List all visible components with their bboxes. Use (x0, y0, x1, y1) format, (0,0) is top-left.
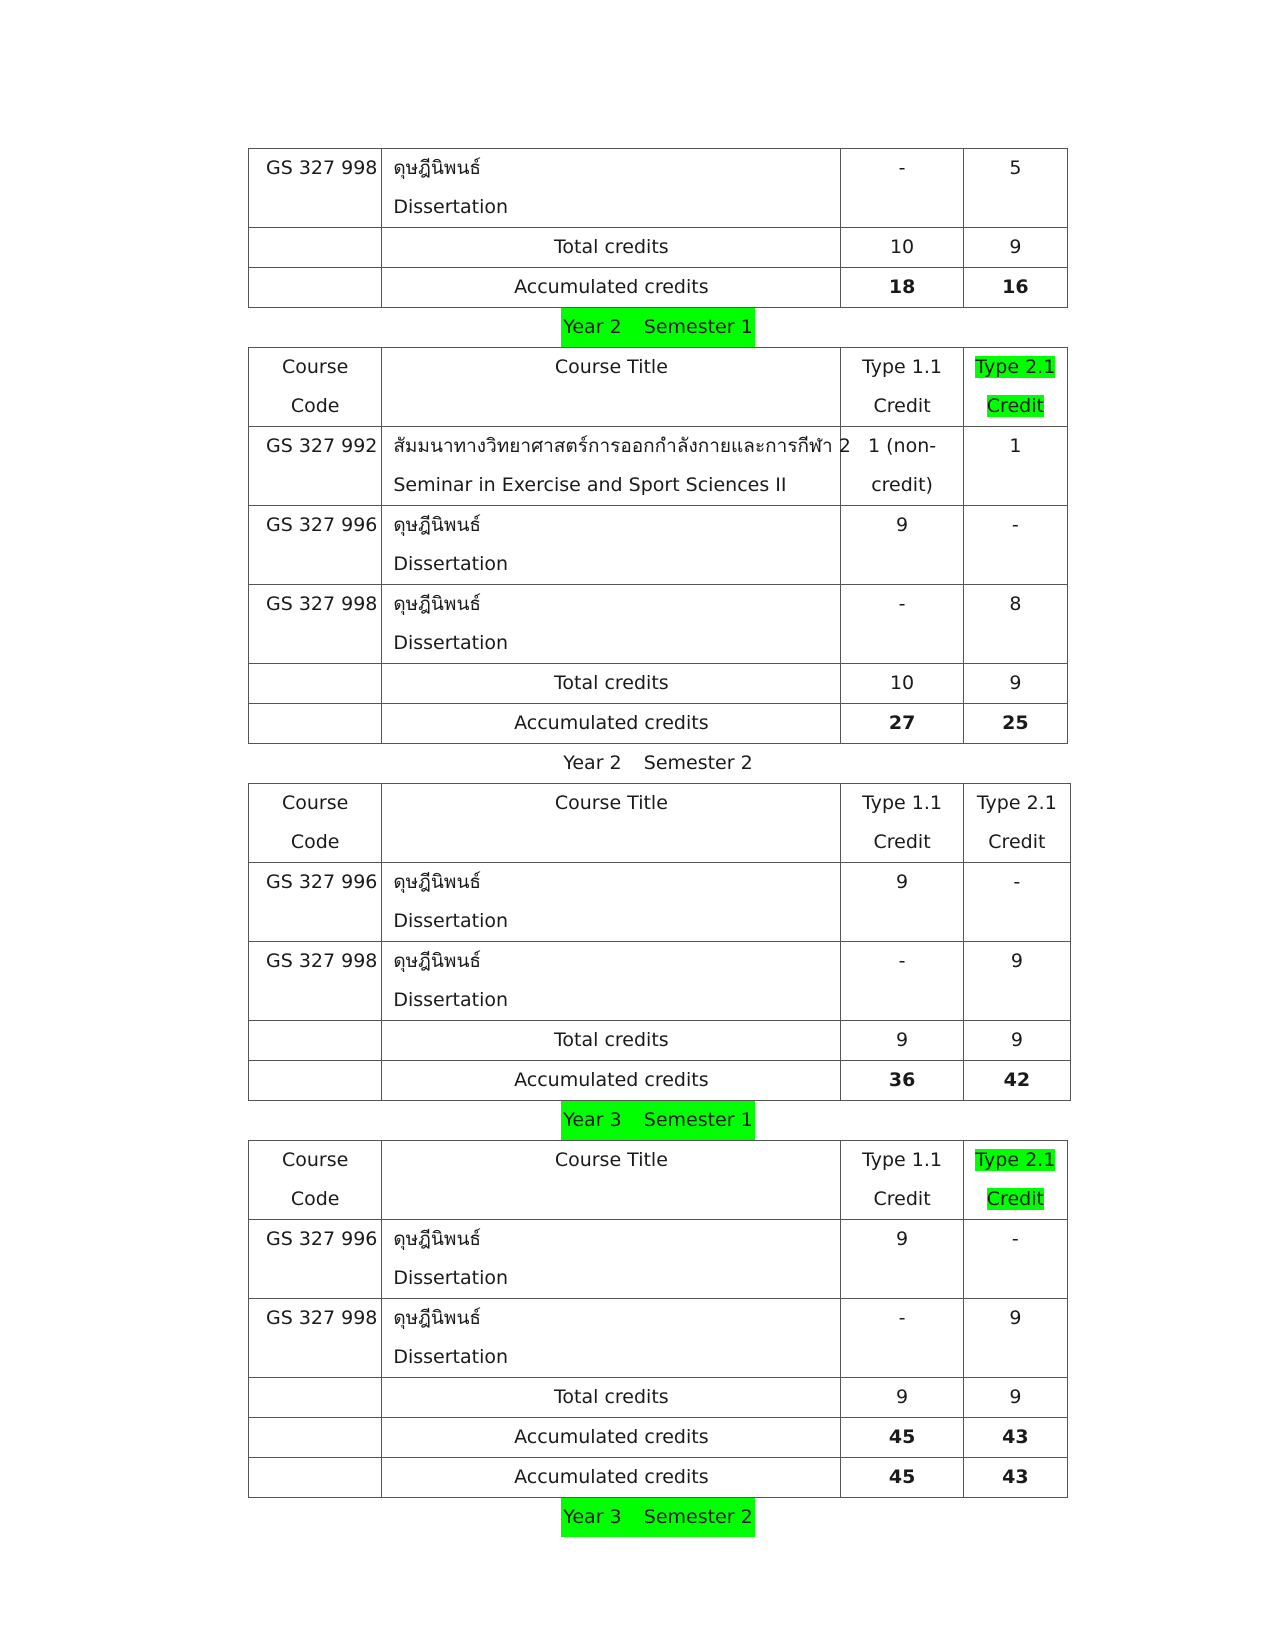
accumulated-credits-row (249, 704, 1068, 744)
course-code: GS 327 996 (249, 863, 382, 942)
accumulated-type-2-1: 16 (963, 268, 1067, 308)
course-title-thai: ดุษฎีนิพนธ์ (393, 1228, 482, 1250)
accumulated-credits-label: Accumulated credits (382, 1458, 841, 1498)
table-row (249, 149, 1068, 228)
heading-semester: Semester 2 (643, 1506, 753, 1528)
header-type-1-1: Type 1.1 Credit (841, 784, 963, 863)
course-code: GS 327 998 (249, 149, 382, 228)
course-title-english: Dissertation (393, 989, 509, 1011)
heading-year: Year 2 (563, 752, 622, 774)
type-1-1-credit: - (841, 1299, 963, 1378)
table-row (249, 506, 1068, 585)
total-type-2-1: 9 (963, 228, 1067, 268)
header-type-2-1: Type 2.1 Credit (963, 1141, 1067, 1220)
total-type-2-1: 9 (963, 1378, 1067, 1418)
table-header-row (249, 784, 1071, 863)
header-course-title: Course Title (382, 348, 841, 427)
accumulated-credits-label: Accumulated credits (382, 1418, 841, 1458)
header-course-code: Course Code (249, 348, 382, 427)
type-1-1-credit: - (841, 149, 963, 228)
total-type-2-1: 9 (963, 664, 1067, 704)
header-type-2-1: Type 2.1 Credit (963, 784, 1070, 863)
total-credits-label: Total credits (382, 1021, 841, 1061)
total-type-1-1: 10 (841, 664, 963, 704)
type-1-1-credit: 9 (841, 1220, 963, 1299)
course-title-english: Seminar in Exercise and Sport Sciences II (393, 474, 787, 496)
heading-year: Year 2 (563, 316, 622, 338)
course-title-thai: ดุษฎีนิพนธ์ (393, 514, 482, 536)
course-title-thai: ดุษฎีนิพนธ์ (393, 950, 482, 972)
total-credits-label: Total credits (382, 664, 841, 704)
type-2-1-credit: 5 (963, 149, 1067, 228)
total-type-1-1: 9 (841, 1021, 963, 1061)
total-credits-label: Total credits (382, 1378, 841, 1418)
course-code: GS 327 998 (249, 585, 382, 664)
course-table-year3-sem1 (248, 1140, 1068, 1498)
total-type-1-1: 9 (841, 1378, 963, 1418)
total-type-2-1: 9 (963, 1021, 1070, 1061)
course-table-continued (248, 148, 1068, 308)
course-table-year2-sem2 (248, 783, 1071, 1101)
accumulated-type-1-1: 36 (841, 1061, 963, 1101)
semester-heading (248, 744, 1068, 783)
accumulated-type-1-1: 18 (841, 268, 963, 308)
table-row (249, 942, 1071, 1021)
course-table-year2-sem1 (248, 347, 1068, 744)
total-credits-label: Total credits (382, 228, 841, 268)
semester-heading (248, 308, 1068, 347)
course-title (382, 427, 851, 506)
header-type-2-1: Type 2.1 Credit (963, 348, 1067, 427)
course-code: GS 327 996 (249, 506, 382, 585)
course-title (382, 863, 841, 942)
header-course-title: Course Title (382, 1141, 841, 1220)
course-title-thai: สัมมนาทางวิทยาศาสตร์การออกกำลังกายและการกีฬา 2 (393, 435, 851, 457)
type-2-1-credit: 9 (963, 1299, 1067, 1378)
heading-semester: Semester 1 (643, 1109, 753, 1131)
accumulated-credits-row (249, 1418, 1068, 1458)
course-title-english: Dissertation (393, 910, 509, 932)
heading-year: Year 3 (563, 1506, 622, 1528)
type-2-1-credit: 8 (963, 585, 1067, 664)
accumulated-credits-row (249, 268, 1068, 308)
table-header-row (249, 1141, 1068, 1220)
course-title (382, 585, 841, 664)
type-2-1-credit: - (963, 1220, 1067, 1299)
total-credits-row (249, 1378, 1068, 1418)
header-course-title: Course Title (382, 784, 841, 863)
table-header-row (249, 348, 1068, 427)
type-1-1-credit: - (841, 942, 963, 1021)
accumulated-credits-label: Accumulated credits (382, 268, 841, 308)
course-code: GS 327 998 (249, 942, 382, 1021)
header-course-code: Course Code (249, 1141, 382, 1220)
course-title (382, 942, 841, 1021)
course-title (382, 149, 841, 228)
course-title-thai: ดุษฎีนิพนธ์ (393, 1307, 482, 1329)
total-credits-row (249, 228, 1068, 268)
course-title (382, 506, 841, 585)
course-title-english: Dissertation (393, 1267, 509, 1289)
table-row (249, 1220, 1068, 1299)
accumulated-credits-label: Accumulated credits (382, 704, 841, 744)
course-code: GS 327 998 (249, 1299, 382, 1378)
course-title-english: Dissertation (393, 632, 509, 654)
type-2-1-credit: 1 (963, 427, 1067, 506)
accumulated-type-1-1: 45 (841, 1418, 963, 1458)
table-row (249, 863, 1071, 942)
accumulated-type-2-1: 25 (963, 704, 1067, 744)
accumulated-type-2-1: 43 (963, 1418, 1067, 1458)
type-2-1-credit: - (963, 863, 1070, 942)
table-row (249, 1299, 1068, 1378)
header-type-1-1: Type 1.1 Credit (841, 348, 963, 427)
heading-year: Year 3 (563, 1109, 622, 1131)
total-credits-row (249, 1021, 1071, 1061)
semester-heading (248, 1498, 1068, 1537)
accumulated-type-2-1: 43 (963, 1458, 1067, 1498)
type-1-1-credit: 1 (non- credit) (841, 427, 963, 506)
course-title-english: Dissertation (393, 1346, 509, 1368)
course-title-english: Dissertation (393, 196, 509, 218)
course-title (382, 1220, 841, 1299)
course-title (382, 1299, 841, 1378)
accumulated-type-1-1: 45 (841, 1458, 963, 1498)
heading-semester: Semester 1 (643, 316, 753, 338)
type-2-1-credit: 9 (963, 942, 1070, 1021)
accumulated-credits-row (249, 1061, 1071, 1101)
table-row (249, 427, 1068, 506)
type-2-1-credit: - (963, 506, 1067, 585)
accumulated-credits-row (249, 1458, 1068, 1498)
table-row (249, 585, 1068, 664)
heading-semester: Semester 2 (643, 752, 753, 774)
course-title-thai: ดุษฎีนิพนธ์ (393, 593, 482, 615)
header-type-1-1: Type 1.1 Credit (841, 1141, 963, 1220)
total-credits-row (249, 664, 1068, 704)
course-title-english: Dissertation (393, 553, 509, 575)
course-title-thai: ดุษฎีนิพนธ์ (393, 871, 482, 893)
header-course-code: Course Code (249, 784, 382, 863)
course-code: GS 327 996 (249, 1220, 382, 1299)
type-1-1-credit: 9 (841, 506, 963, 585)
semester-heading (248, 1101, 1068, 1140)
course-code: GS 327 992 (249, 427, 382, 506)
accumulated-type-2-1: 42 (963, 1061, 1070, 1101)
accumulated-type-1-1: 27 (841, 704, 963, 744)
type-1-1-credit: 9 (841, 863, 963, 942)
type-1-1-credit: - (841, 585, 963, 664)
total-type-1-1: 10 (841, 228, 963, 268)
course-title-thai: ดุษฎีนิพนธ์ (393, 157, 482, 179)
accumulated-credits-label: Accumulated credits (382, 1061, 841, 1101)
